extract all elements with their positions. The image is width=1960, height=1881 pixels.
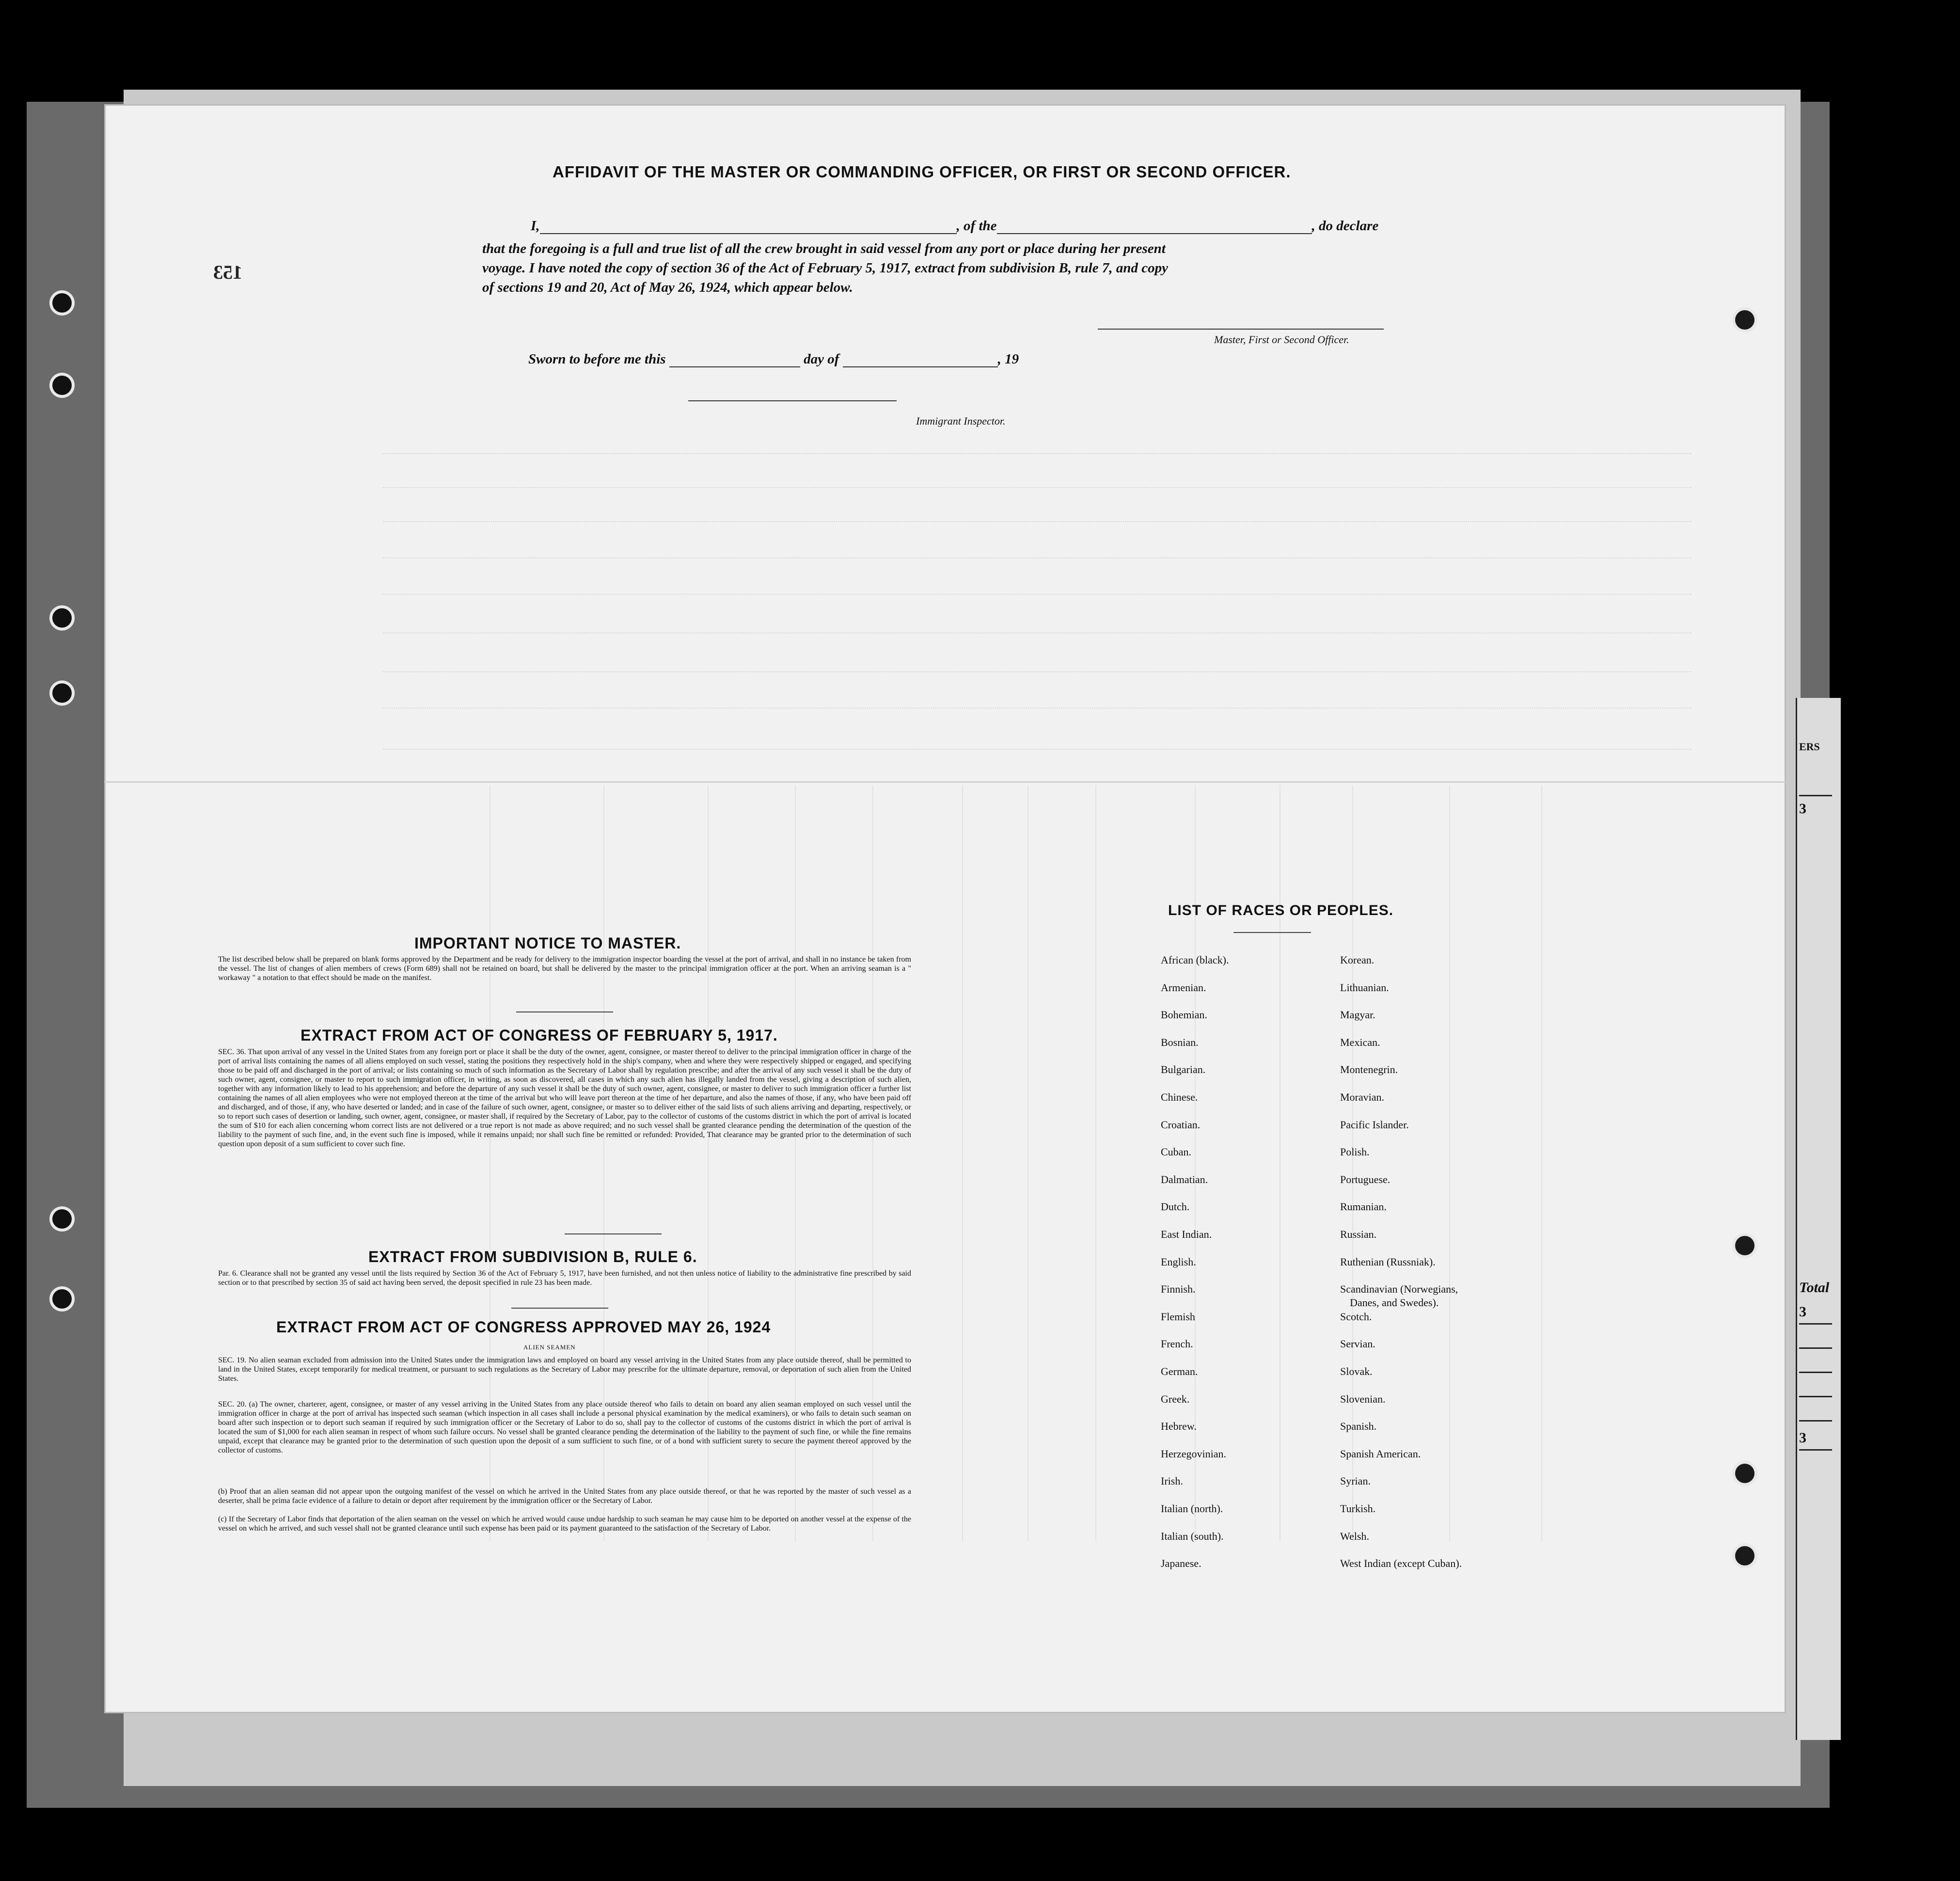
vessel-blank[interactable]: [997, 221, 1312, 234]
race-item: Montenegrin.: [1340, 1063, 1398, 1076]
race-item: Scandinavian (Norwegians,: [1340, 1283, 1458, 1296]
race-item: Bohemian.: [1161, 1009, 1207, 1021]
race-item: German.: [1161, 1365, 1198, 1377]
bleed-through-row: [383, 453, 1691, 455]
race-item: Korean.: [1340, 954, 1375, 966]
side-tab-rule: [1799, 1420, 1832, 1422]
binder-hole: [52, 293, 72, 313]
race-item: Ruthenian (Russniak).: [1340, 1255, 1436, 1268]
race-item: Bosnian.: [1161, 1036, 1199, 1048]
binder-hole: [1735, 1464, 1755, 1483]
side-tab-rule: [1799, 1372, 1832, 1373]
extract-1924-title: EXTRACT FROM ACT OF CONGRESS APPROVED MAY 26, 1924: [276, 1318, 771, 1336]
divider: [1233, 932, 1311, 933]
binder-hole: [1735, 310, 1755, 330]
bleed-through-column: [1027, 785, 1028, 1541]
race-item: Turkish.: [1340, 1502, 1376, 1515]
race-item: Flemish: [1161, 1310, 1195, 1323]
race-item: Hebrew.: [1161, 1420, 1197, 1433]
extract-1917-text: SEC. 36. That upon arrival of any vessel in the United States from any foreign port or place it shall be the duty of the owner, agent, consignee, or master thereof to deliver to the principal immigration officer in charge of the port of arrival lists containing the names of all aliens employed on such vessel, stating the positions they respectively hold in the ship's company, when and where they were respectively shipped or engaged, and specifying those to be paid off and discharged in the port of arrival; or lists containing so much of such information as the Secretary of Labor shall by regulation prescribe; and after the arrival of any such vessel it shall be the duty of such owner, agent, consignee, or master to report to such immigration officer, in writing, as soon as discovered, all cases in which any such alien has illegally landed from the vessel, giving a description of such alien, together with any information likely to lead to his apprehension; and before the departure of any such vessel it shall be the duty of such owner, agent, consignee, or master to deliver to such immigration officer a further list containing the names of all alien employees who were not employed thereon at the time of the arrival but who will leave port thereon at the time of her departure, and also the names of those, if any, who have been paid off and discharged, and of those, if any, who have deserted or landed; and in case of the failure of such owner, agent, consignee, or master so to deliver either of the said lists of such aliens arriving and departing, respectively, or so to report such cases of desertion or landing, such owner, agent, consignee, or master shall, if required by the Secretary of Labor, pay to the collector of customs of the customs district in which the port of arrival is located the sum of $10 for each alien concerning whom correct lists are not delivered or a true report is not made as above required; and no such vessel shall be granted clearance pending the determination of the question of the liability to the payment of such fine, and, in the event such fine is imposed, while it remains unpaid; nor shall such fine be remitted or refunded: Provided, That clearance may be granted prior to the determination of such question upon deposit of a sum sufficient to cover such fine.: [218, 1048, 911, 1148]
race-item: Portuguese.: [1340, 1173, 1391, 1186]
side-tab-rule: [1799, 795, 1832, 796]
race-item: Bulgarian.: [1161, 1063, 1206, 1076]
inspector-signature-line[interactable]: [688, 400, 897, 401]
race-item-continued: Danes, and Swedes).: [1350, 1296, 1439, 1309]
binder-hole: [1735, 1546, 1755, 1565]
race-item: Slovak.: [1340, 1365, 1373, 1377]
rule-6-title: EXTRACT FROM SUBDIVISION B, RULE 6.: [368, 1248, 697, 1265]
side-tab-rule: [1799, 1396, 1832, 1397]
race-item: East Indian.: [1161, 1228, 1212, 1240]
sworn-label: Sworn to before me this: [528, 351, 666, 367]
affidavit-title: AFFIDAVIT OF THE MASTER OR COMMANDING OFFICER, OR FIRST OR SECOND OFFICER.: [553, 163, 1291, 181]
race-item: Mexican.: [1340, 1036, 1380, 1048]
page-number: 153: [213, 261, 242, 283]
bleed-through-row: [383, 487, 1691, 489]
binder-hole: [52, 1289, 72, 1309]
side-tab-total-label: Total: [1799, 1280, 1830, 1296]
bleed-through-row: [383, 749, 1691, 750]
race-item: Russian.: [1340, 1228, 1377, 1240]
side-tab-value-top: 3: [1799, 801, 1806, 817]
affidavit-line-4: of sections 19 and 20, Act of May 26, 1924, which appear below.: [482, 280, 853, 295]
race-item: Italian (north).: [1161, 1502, 1223, 1515]
race-item: Cuban.: [1161, 1146, 1191, 1158]
race-item: Moravian.: [1340, 1091, 1385, 1103]
name-blank[interactable]: [540, 221, 957, 234]
bleed-through-column: [1095, 785, 1096, 1541]
bleed-through-column: [962, 785, 963, 1541]
race-item: Magyar.: [1340, 1009, 1375, 1021]
document-page: [104, 104, 1786, 1713]
side-tab-value-mid: 3: [1799, 1304, 1806, 1320]
race-item: Lithuanian.: [1340, 981, 1389, 994]
race-item: Armenian.: [1161, 981, 1206, 994]
day-of-label: day of: [804, 351, 839, 367]
year-label: , 19: [997, 351, 1019, 367]
race-item: Rumanian.: [1340, 1201, 1387, 1213]
race-item: Slovenian.: [1340, 1392, 1386, 1405]
side-tab-value-bottom: 3: [1799, 1430, 1806, 1446]
divider: [565, 1233, 662, 1234]
side-tab-rule: [1799, 1449, 1832, 1451]
sworn-line: [528, 351, 1019, 367]
race-item: Chinese.: [1161, 1091, 1198, 1103]
alien-seamen-subtitle: ALIEN SEAMEN: [523, 1344, 576, 1351]
race-item: Dutch.: [1161, 1201, 1190, 1213]
race-item: French.: [1161, 1338, 1193, 1350]
affidavit-line-1: [531, 218, 1378, 234]
race-item: Italian (south).: [1161, 1530, 1224, 1542]
race-item: Greek.: [1161, 1392, 1190, 1405]
race-item: Servian.: [1340, 1338, 1375, 1350]
bleed-through-row: [383, 671, 1691, 673]
race-item: Finnish.: [1161, 1283, 1196, 1296]
race-item: Japanese.: [1161, 1557, 1201, 1570]
race-item: Polish.: [1340, 1146, 1370, 1158]
bleed-through-column: [1541, 785, 1542, 1541]
bleed-through-row: [383, 521, 1691, 522]
binder-hole: [52, 683, 72, 703]
bleed-through-column: [1449, 785, 1450, 1541]
sworn-month-blank[interactable]: [843, 355, 998, 367]
officer-label: Master, First or Second Officer.: [1214, 333, 1349, 346]
bleed-through-row: [383, 632, 1691, 634]
sworn-day-blank[interactable]: [669, 355, 800, 367]
race-item: Welsh.: [1340, 1530, 1369, 1542]
officer-signature-line[interactable]: [1098, 329, 1384, 330]
sec-20-text: SEC. 20. (a) The owner, charterer, agent, consignee, or master of any vessel arriving in the United States from any place outside thereof who fails to detain on board any alien seaman employed on such vessel until the immigration officer in charge at the port of arrival has inspected such seaman (which inspection in all cases shall include a personal physical examination by the medical examiners), or who fails to detain such seaman on board after such inspection or to deport such seaman if required by such immigration officer or the Secretary of Labor to do so, shall pay to the collector of customs of the customs district in which the port of arrival is located the sum of $1,000 for each alien seaman in respect of whom such failure occurs. No vessel shall be granted clearance pending the determination of the liability to the payment of such fine, or while the fine remains unpaid, except that clearance may be granted prior to the determination of such question upon the deposit of a sum sufficient to such fine, or of a bond with sufficient surety to secure the payment thereof approved by the collector of customs.: [218, 1400, 911, 1454]
affidavit-i: I,: [531, 218, 540, 234]
race-item: Dalmatian.: [1161, 1173, 1208, 1186]
race-item: West Indian (except Cuban).: [1340, 1557, 1462, 1570]
side-tab-rule: [1799, 1347, 1832, 1349]
race-item: Irish.: [1161, 1475, 1183, 1487]
race-item: English.: [1161, 1255, 1196, 1268]
affidavit-of-the: , of the: [956, 218, 997, 234]
side-tab: [1796, 698, 1841, 1740]
race-item: Pacific Islander.: [1340, 1118, 1409, 1131]
race-item: African (black).: [1161, 954, 1229, 966]
side-tab-rule: [1799, 1323, 1832, 1325]
race-item: Spanish American.: [1340, 1447, 1421, 1460]
notice-title: IMPORTANT NOTICE TO MASTER.: [414, 934, 681, 952]
affidavit-line-3: voyage. I have noted the copy of section 36 of the Act of February 5, 1917, extract from subdivision B, rule 7, and copy: [482, 260, 1168, 276]
sec-19-text: SEC. 19. No alien seaman excluded from admission into the United States under the immigration laws and employed on board any vessel arriving in the United States from any place outside thereof, shall be permitted to land in the United States, except temporarily for medical treatment, or pursuant to such regulations as the Secretary of Labor may prescribe for the ultimate departure, removal, or deportation of such alien from the United States.: [218, 1356, 911, 1383]
divider: [511, 1308, 608, 1309]
notice-text: The list described below shall be prepared on blank forms approved by the Department and be ready for delivery to the immigration inspector boarding the vessel at the port of arrival, and shall in no instance be taken from the vessel. The list of changes of alien members of crews (Form 689) shall not be retained on board, but shall be delivered by the master to the principal immigration officer at the port. When an arriving seaman is a " workaway " a notation to that effect should be made on the manifest.: [218, 955, 911, 982]
bleed-through-row: [383, 594, 1691, 595]
race-item: Scotch.: [1340, 1310, 1372, 1323]
bleed-through-row: [383, 557, 1691, 559]
binder-hole: [52, 1209, 72, 1229]
binder-hole: [1735, 1236, 1755, 1255]
bleed-through-row: [383, 708, 1691, 709]
affidavit-do-declare: , do declare: [1312, 218, 1379, 234]
sec-20b-text: (b) Proof that an alien seaman did not appear upon the outgoing manifest of the vessel on which he arrived in the United States from any place outside thereof, or that he was reported by the master of such vessel as a deserter, shall be prima facie evidence of a failure to detain or deport after requirement by the immigration officer or the Secretary of Labor.: [218, 1487, 911, 1505]
fold-line: [104, 781, 1786, 783]
race-item: Spanish.: [1340, 1420, 1377, 1433]
race-item: Herzegovinian.: [1161, 1447, 1226, 1460]
inspector-label: Immigrant Inspector.: [916, 415, 1006, 427]
extract-1917-title: EXTRACT FROM ACT OF CONGRESS OF FEBRUARY 5, 1917.: [300, 1027, 778, 1044]
race-item: Croatian.: [1161, 1118, 1201, 1131]
rule-6-text: Par. 6. Clearance shall not be granted any vessel until the lists required by Section 36 of the Act of February 5, 1917, have been furnished, and not then unless notice of liability to the administrative fine prescribed by said section or to that prescribed by section 35 of said act having been served, the deposit specified in rule 23 has been made.: [218, 1269, 911, 1287]
binder-hole: [52, 608, 72, 628]
binder-hole: [52, 376, 72, 395]
races-title: LIST OF RACES OR PEOPLES.: [1168, 902, 1394, 918]
race-item: Syrian.: [1340, 1475, 1371, 1487]
side-tab-header: ERS: [1799, 741, 1820, 753]
affidavit-line-2: that the foregoing is a full and true list of all the crew brought in said vessel from any port or place during her present: [482, 241, 1166, 256]
sec-20c-text: (c) If the Secretary of Labor finds that deportation of the alien seaman on the vessel on which he arrived would cause undue hardship to such seaman he may cause him to be deported on another vessel at the expense of the vessel on which he arrived, and such vessel shall not be granted clearance until such expense has been paid or its payment guaranteed to the satisfaction of the Secretary of Labor.: [218, 1515, 911, 1533]
